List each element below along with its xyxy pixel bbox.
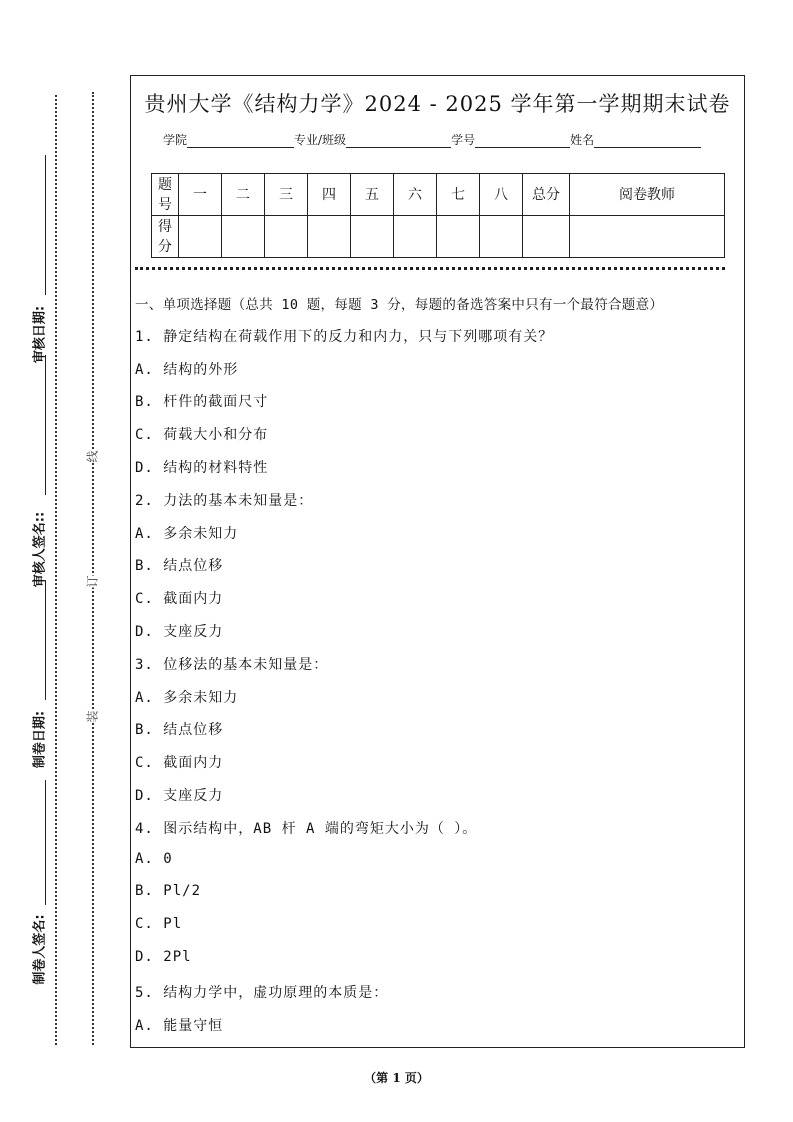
- question-text: 4. 图示结构中，AB 杆 A 端的弯矩大小为（ ）。: [135, 820, 478, 837]
- answer-option[interactable]: C. 截面内力: [135, 591, 224, 608]
- question-text: 1. 静定结构在荷载作用下的反力和内力，只与下列哪项有关？: [135, 328, 554, 345]
- score-cell[interactable]: [308, 216, 351, 258]
- header-cell: 二: [222, 174, 265, 216]
- header-cell: 七: [437, 174, 480, 216]
- answer-option[interactable]: B. 结点位移: [135, 722, 224, 739]
- header-cell: 八: [480, 174, 523, 216]
- college-label: 学院: [163, 133, 188, 147]
- major-label: 专业/班级: [294, 133, 347, 147]
- header-cell: 五: [351, 174, 394, 216]
- answer-option[interactable]: C. 荷载大小和分布: [135, 427, 269, 444]
- header-cell: 得分: [152, 216, 179, 258]
- header-cell: 题号: [152, 174, 179, 216]
- exam-title: 贵州大学《结构力学》2024 - 2025 学年第一学期期末试卷: [144, 92, 731, 116]
- student-info: [163, 131, 701, 148]
- header-cell: 六: [394, 174, 437, 216]
- binding-dotted-line-inner: [92, 92, 94, 1045]
- score-cell[interactable]: [570, 216, 725, 258]
- header-cell: 一: [179, 174, 222, 216]
- student-id-field[interactable]: [475, 133, 570, 148]
- answer-option[interactable]: A. 结构的外形: [135, 361, 239, 378]
- answer-option[interactable]: B. 杆件的截面尺寸: [135, 394, 269, 411]
- answer-option[interactable]: C. 截面内力: [135, 755, 224, 772]
- score-cell[interactable]: [480, 216, 523, 258]
- binding-char-zhuang: 装: [85, 710, 100, 723]
- binding-char-xian: 线: [85, 450, 100, 463]
- score-cell[interactable]: [222, 216, 265, 258]
- score-cell[interactable]: [523, 216, 570, 258]
- binding-char-ding: 订: [85, 575, 100, 588]
- page-number: （第 1 页）: [364, 1071, 429, 1085]
- answer-option[interactable]: A. 多余未知力: [135, 689, 239, 706]
- score-cell[interactable]: [437, 216, 480, 258]
- name-label: 姓名: [570, 133, 595, 147]
- answer-option[interactable]: A. 0: [135, 850, 173, 867]
- score-cell[interactable]: [265, 216, 308, 258]
- preparer-signature-label: 制卷人签名:: [32, 914, 48, 985]
- score-cell[interactable]: [394, 216, 437, 258]
- dotted-divider: [135, 267, 725, 270]
- answer-option[interactable]: D. 支座反力: [135, 624, 224, 640]
- score-cell[interactable]: [351, 216, 394, 258]
- college-field[interactable]: [187, 133, 294, 148]
- header-cell: 四: [308, 174, 351, 216]
- signature-line: [45, 780, 46, 905]
- major-field[interactable]: [346, 133, 451, 148]
- score-cell[interactable]: [179, 216, 222, 258]
- name-field[interactable]: [594, 133, 701, 148]
- answer-option[interactable]: C. Pl: [135, 916, 183, 933]
- signature-line: [45, 155, 46, 295]
- student-id-label: 学号: [451, 133, 476, 147]
- header-cell: 总分: [523, 174, 570, 216]
- answer-option[interactable]: A. 能量守恒: [135, 1017, 224, 1034]
- answer-option[interactable]: D. 结构的材料特性: [135, 460, 269, 476]
- answer-option[interactable]: D. 支座反力: [135, 788, 224, 804]
- reviewer-signature-label: 审核人签名::: [32, 511, 48, 588]
- question-text: 3. 位移法的基本未知量是：: [135, 656, 329, 673]
- question-text: 5. 结构力学中，虚功原理的本质是：: [135, 984, 389, 1001]
- answer-option[interactable]: A. 多余未知力: [135, 525, 239, 542]
- header-cell: 阅卷教师: [570, 174, 725, 216]
- answer-option[interactable]: B. Pl/2: [135, 883, 202, 900]
- review-date-label: 审核日期:: [32, 305, 48, 364]
- score-table: [151, 173, 725, 258]
- section-heading: 一、单项选择题（总共 10 题，每题 3 分，每题的备选答案中只有一个最符合题意）: [135, 297, 664, 313]
- answer-option[interactable]: D. 2Pl: [135, 949, 192, 965]
- header-cell: 三: [265, 174, 308, 216]
- prepare-date-label: 制卷日期:: [32, 710, 48, 769]
- answer-option[interactable]: B. 结点位移: [135, 558, 224, 575]
- binding-dotted-line-outer: [55, 95, 57, 1045]
- question-text: 2. 力法的基本未知量是：: [135, 492, 314, 509]
